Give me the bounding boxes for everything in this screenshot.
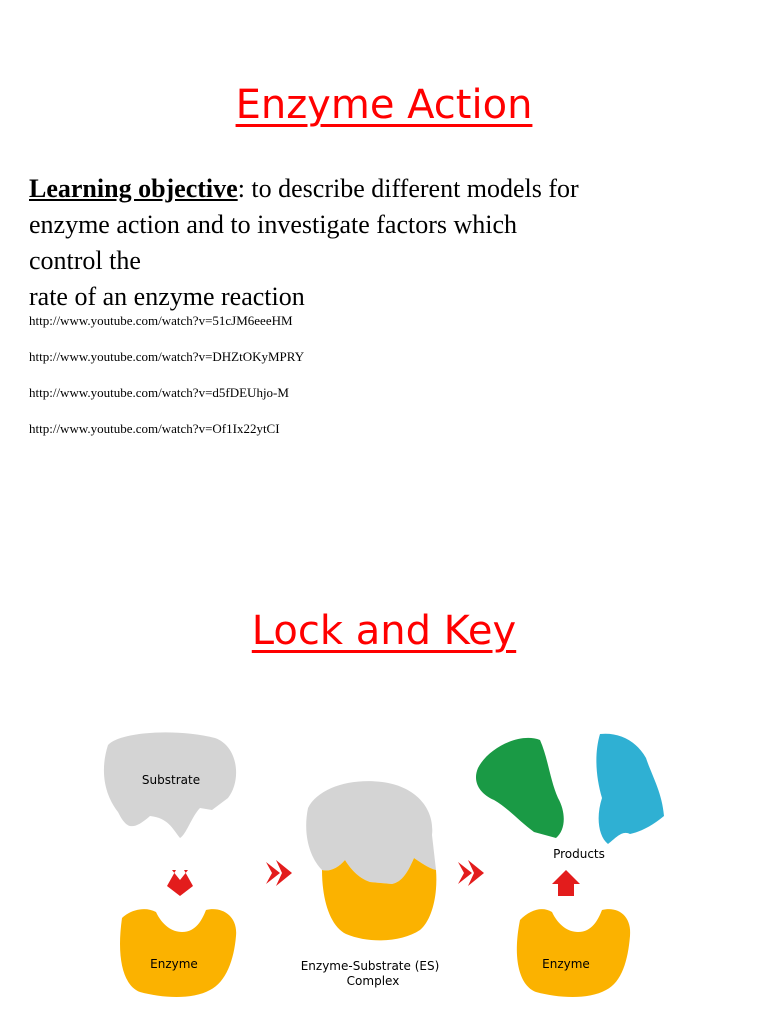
video-link-2[interactable]: http://www.youtube.com/watch?v=DHZtOKyMPRY: [29, 349, 305, 364]
arrow-right-1-icon: [266, 860, 292, 886]
slide-title-enzyme-action: Enzyme Action: [235, 82, 533, 128]
enzyme-right-label: Enzyme: [542, 957, 590, 971]
video-link-3[interactable]: http://www.youtube.com/watch?v=d5fDEUhjo-M: [29, 385, 289, 400]
enzyme-left-label: Enzyme: [150, 957, 198, 971]
enzyme-right-shape: [517, 909, 630, 997]
products-label: Products: [553, 847, 605, 861]
video-link-4[interactable]: http://www.youtube.com/watch?v=Of1Ix22ytCI: [29, 421, 280, 436]
arrow-right-2-icon: [458, 860, 484, 886]
product-green-shape: [476, 738, 564, 838]
slide-title-lock-and-key: Lock and Key: [251, 608, 517, 654]
learning-objective: [29, 171, 749, 315]
objective-colon: :: [237, 174, 245, 203]
arrow-down-left-icon: [167, 870, 193, 896]
objective-line-2: enzyme action and to investigate factors which: [29, 210, 518, 239]
es-complex-label-line1: Enzyme-Substrate (ES): [300, 959, 440, 973]
es-complex-label-line2: Complex: [346, 974, 400, 988]
enzyme-left-shape: [120, 909, 236, 997]
product-blue-shape: [596, 734, 664, 844]
lock-and-key-diagram: [0, 720, 768, 1010]
objective-lead: Learning objective: [29, 174, 238, 203]
arrow-up-right-icon: [552, 870, 580, 896]
video-link-1[interactable]: http://www.youtube.com/watch?v=51cJM6eeeHM: [29, 313, 293, 328]
objective-line-1: to describe different models for: [244, 174, 579, 203]
objective-line-3: control the: [29, 246, 141, 275]
objective-line-4: rate of an enzyme reaction: [29, 282, 305, 311]
substrate-label: Substrate: [141, 773, 201, 787]
